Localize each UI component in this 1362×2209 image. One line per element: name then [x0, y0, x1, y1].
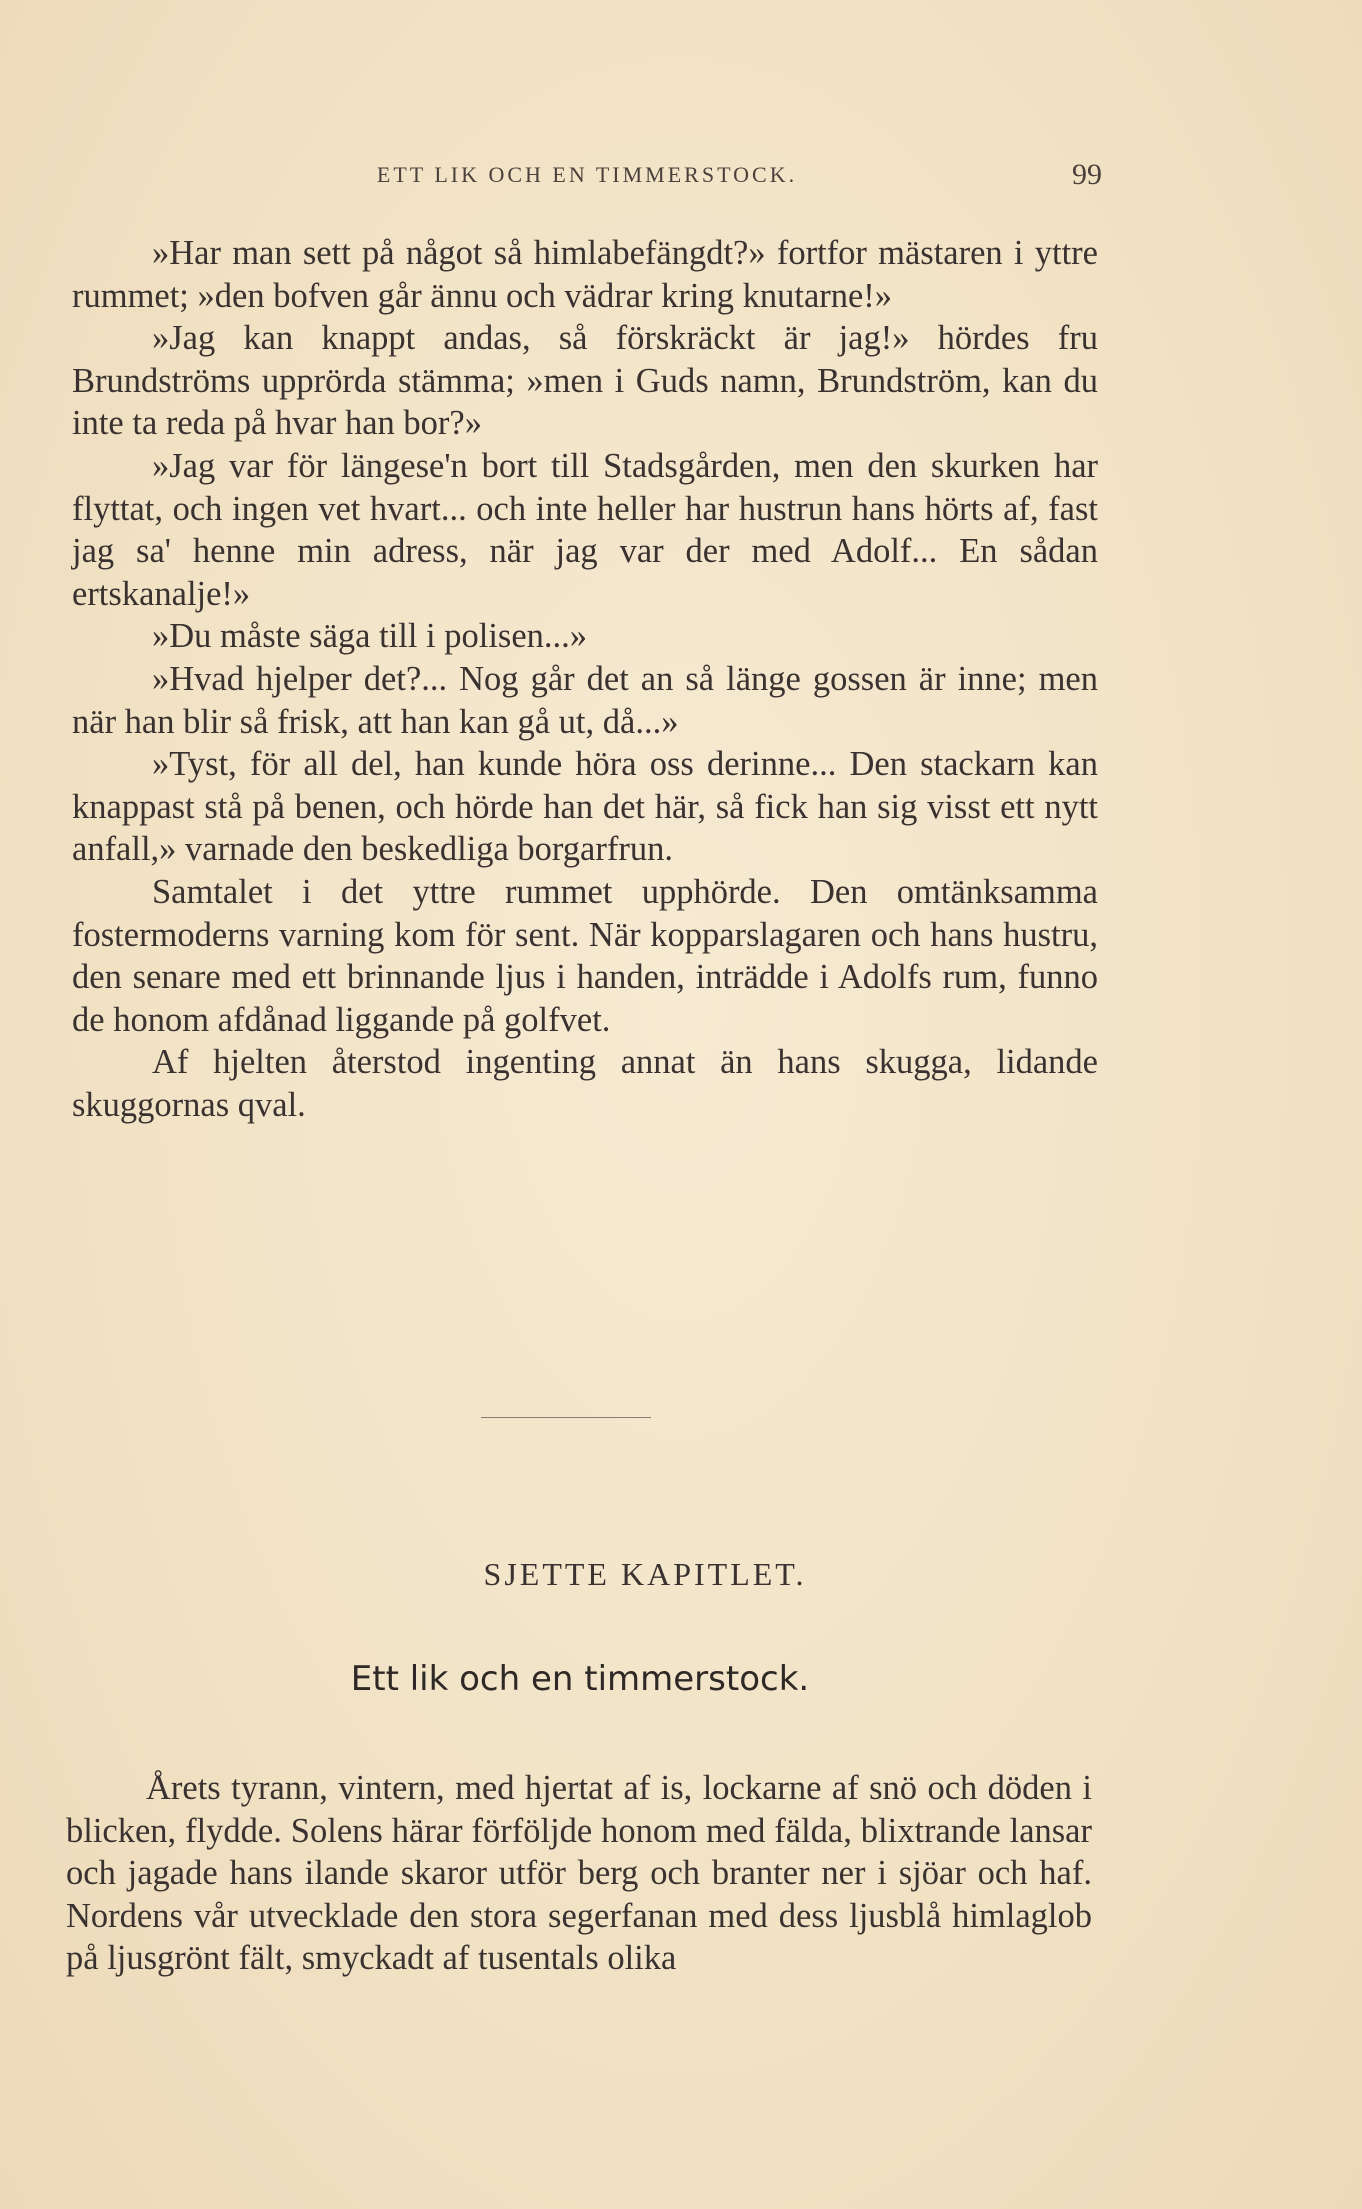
page-number: 99 — [1072, 158, 1102, 191]
paragraph: Årets tyrann, vintern, med hjertat af is, lockarne af snö och döden i blicken, flydde. Solens härar förföljde honom med fälda, blixtrande lansar och jagade hans ilande skaror utför berg och branter ner i sjöar och haf. Nordens vår utvecklade den stora segerfanan med dess ljusblå himlaglob på ljusgrönt fält, smyckadt af tusentals olika — [66, 1769, 1092, 1978]
paragraph: »Har man sett på något så himlabefängdt?» fortfor mästaren i yttre rummet; »den bofven går ännu och vädrar kring knutarne!» — [72, 234, 1098, 315]
chapter-subtitle: Ett lik och en timmerstock. — [350, 1659, 810, 1699]
body-text-bottom — [66, 1767, 1092, 1980]
paragraph: »Hvad hjelper det?... Nog går det an så länge gossen är inne; men när han blir så frisk, att han kan gå ut, då...» — [72, 659, 1098, 741]
body-text-top — [72, 232, 1098, 1126]
paragraph: »Tyst, för all del, han kunde höra oss derinne... Den stackarn kan knappast stå på benen, och hörde han det här, så fick han sig visst ett nytt anfall,» varnade den beskedliga borgarfrun. — [72, 745, 1098, 869]
paragraph: Af hjelten återstod ingenting annat än hans skugga, lidande skuggornas qval. — [72, 1043, 1098, 1124]
chapter-title: SJETTE KAPITLET. — [483, 1556, 807, 1592]
running-title: ETT LIK OCH EN TIMMERSTOCK. — [376, 162, 798, 187]
section-divider — [481, 1417, 651, 1418]
page-header — [72, 158, 1102, 202]
paragraph: Samtalet i det yttre rummet upphörde. Den omtänksamma fostermoderns varning kom för sent. När kopparslagaren och hans hustru, den senare med ett brinnande ljus i handen, inträdde i Adolfs rum, funno de honom afdånad liggande på golfvet. — [72, 872, 1098, 1039]
paragraph: »Du måste säga till i polisen...» — [152, 617, 588, 656]
paragraph: »Jag kan knappt andas, så förskräckt är jag!» hördes fru Brundströms upprörda stämma; »men i Guds namn, Brundström, kan du inte ta reda på hvar han bor?» — [72, 319, 1098, 443]
paragraph: »Jag var för längese'n bort till Stadsgården, men den skurken har flyttat, och ingen vet hvart... och inte heller har hustrun hans hörts af, fast jag sa' henne min adress, när jag var der med Adolf... En sådan ertskanalje!» — [72, 446, 1098, 613]
